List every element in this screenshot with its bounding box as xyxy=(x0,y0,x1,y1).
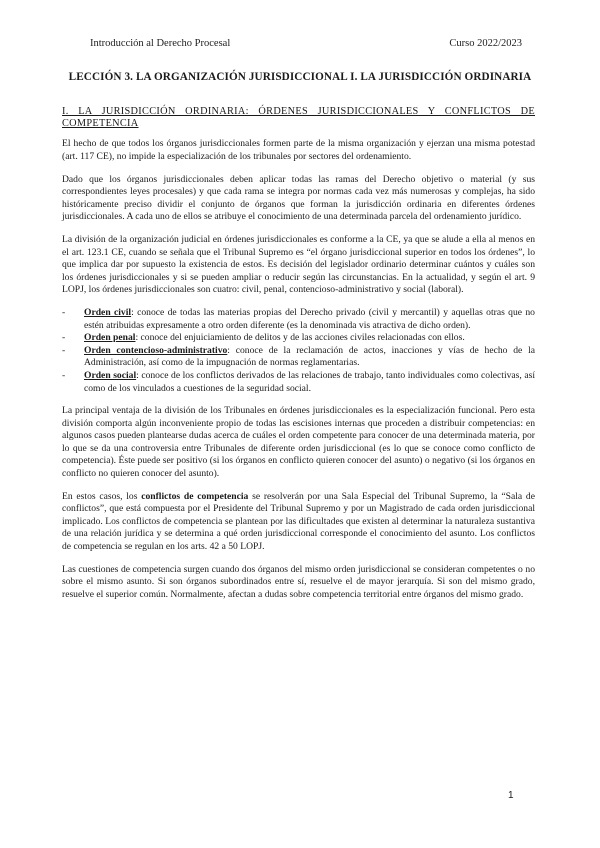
order-description: : conoce de todas las materias propias del Derecho privado (civil y mercantil) y aquellas otras que no estén atribuidas expresamente a otro orden diferente (es la denominada vis atractiva de dicho orden). xyxy=(84,306,535,331)
lesson-title: LECCIÓN 3. LA ORGANIZACIÓN JURISDICCIONAL I. LA JURISDICCIÓN ORDINARIA xyxy=(68,71,532,83)
order-term: Orden civil xyxy=(84,306,132,318)
page-number: 1 xyxy=(508,790,514,801)
paragraph-competence-questions: Las cuestiones de competencia surgen cuando dos órganos del mismo orden jurisdiccional se consideran competentes o no sobre el mismo asunto. Si son órganos subordinados entre sí, resuelve el de mayor jerarquía. Si son del mismo grado, resuelve el superior común. Normalmente, afectan a dudas sobre competencia territorial entre órganos del mismo grado. xyxy=(62,563,535,600)
order-term: Orden contencioso-administrativo xyxy=(84,344,228,356)
order-description: : conoce de los conflictos derivados de las relaciones de trabajo, tanto individuales como colectivas, así como de los vinculados a cuestiones de la seguridad social. xyxy=(84,369,536,394)
order-description: : conoce de la reclamación de actos, inacciones y vías de hecho de la Administración, así como de la impugnación de normas reglamentarias. xyxy=(84,344,535,369)
paragraph-competence-conflicts: La principal ventaja de la división de los Tribunales en órdenes jurisdiccionales es la especialización funcional. Pero esta división comporta algún inconveniente propio de todas las escisiones internas que proceden a distribuir competencias: en algunos casos pueden plantearse dudas acerca de cuáles el orden competente para conocer de una determinada materia, por lo que se da una controversia entre Tribunales de diferente orden jurisdiccional (es lo que se conoce como conflicto de competencia). Éste puede ser positivo (si los órganos en conflicto quieren conocer del asunto) o negativo (si los órganos en conflicto no quieren conocer del asunto). xyxy=(62,405,535,480)
paragraph-conflict-resolution xyxy=(62,491,535,554)
header-course-name: Introducción al Derecho Procesal xyxy=(90,38,231,49)
order-description: : conoce del enjuiciamiento de delitos y de las acciones civiles relacionadas con ellos. xyxy=(135,332,465,344)
order-term: Orden social xyxy=(84,369,137,381)
order-term: Orden penal xyxy=(84,332,136,344)
jurisdictional-orders-list xyxy=(62,307,535,395)
paragraph-orders-origin: Dado que los órganos jurisdiccionales deben aplicar todas las ramas del Derecho objetivo o material (y sus correspondientes leyes procesales) y que cada rama se integra por normas cada vez más numerosas y complejas, ha sido históricamente preciso dividir el conjunto de órganos que forman la jurisdicción ordinaria en diferentes órdenes jurisdiccionales. A cada uno de ellos se atribuye el conocimiento de una determinada parcela del ordenamiento jurídico. xyxy=(62,173,535,223)
bold-term-conflicts: conflictos de competencia xyxy=(141,490,249,502)
list-item-social xyxy=(62,370,535,395)
paragraph-constitutional-basis: La división de la organización judicial en órdenes jurisdiccionales es conforme a la CE, ya que se alude a ella al menos en el art. 123.1 CE, cuando se señala que el Tribunal Supremo es “el órgano jurisdiccional superior en todos los órdenes”, lo que implica dar por supuesto la existencia de estos. Es decisión del legislador ordinario determinar cuántos y cuáles son los órdenes jurisdiccionales y si se pueden ampliar o reducir según las circunstancias. En la actualidad, y según el art. 9 LOPJ, los órdenes jurisdiccionales son cuatro: civil, penal, contencioso-administrativo y social (laboral). xyxy=(62,233,535,296)
text-run: En estos casos, los xyxy=(62,490,142,502)
paragraph-specialization: El hecho de que todos los órganos jurisdiccionales formen parte de la misma organización y ejerzan una misma potestad (art. 117 CE), no impide la especialización de los tribunales por sectores del ordenamiento. xyxy=(62,138,535,162)
list-dash: - xyxy=(62,306,66,318)
list-dash: - xyxy=(62,332,66,344)
section-heading: I. LA JURISDICCIÓN ORDINARIA: ÓRDENES JURISDICCIONALES Y CONFLICTOS DE COMPETENCIA xyxy=(62,106,535,130)
text-run: se resolverán por una Sala Especial del Tribunal Supremo, la “Sala de conflictos”, que está compuesta por el Presidente del Tribunal Supremo y por un Magistrado de cada orden jurisdiccional implicado. Los conflictos de competencia se plantean por las dificultades que existen al determinar la naturaleza sustantiva de una relación jurídica y se determina a qué orden jurisdiccional corresponde el conocimiento del asunto. Los conflictos de competencia se regulan en los arts. 42 a 50 LOPJ. xyxy=(62,490,535,553)
list-item-contencioso xyxy=(62,345,535,370)
list-dash: - xyxy=(62,369,66,381)
list-dash: - xyxy=(62,344,66,356)
list-item-penal xyxy=(62,332,535,345)
header-academic-year: Curso 2022/2023 xyxy=(449,38,522,49)
list-item-civil xyxy=(62,307,535,332)
document-body xyxy=(62,106,535,611)
